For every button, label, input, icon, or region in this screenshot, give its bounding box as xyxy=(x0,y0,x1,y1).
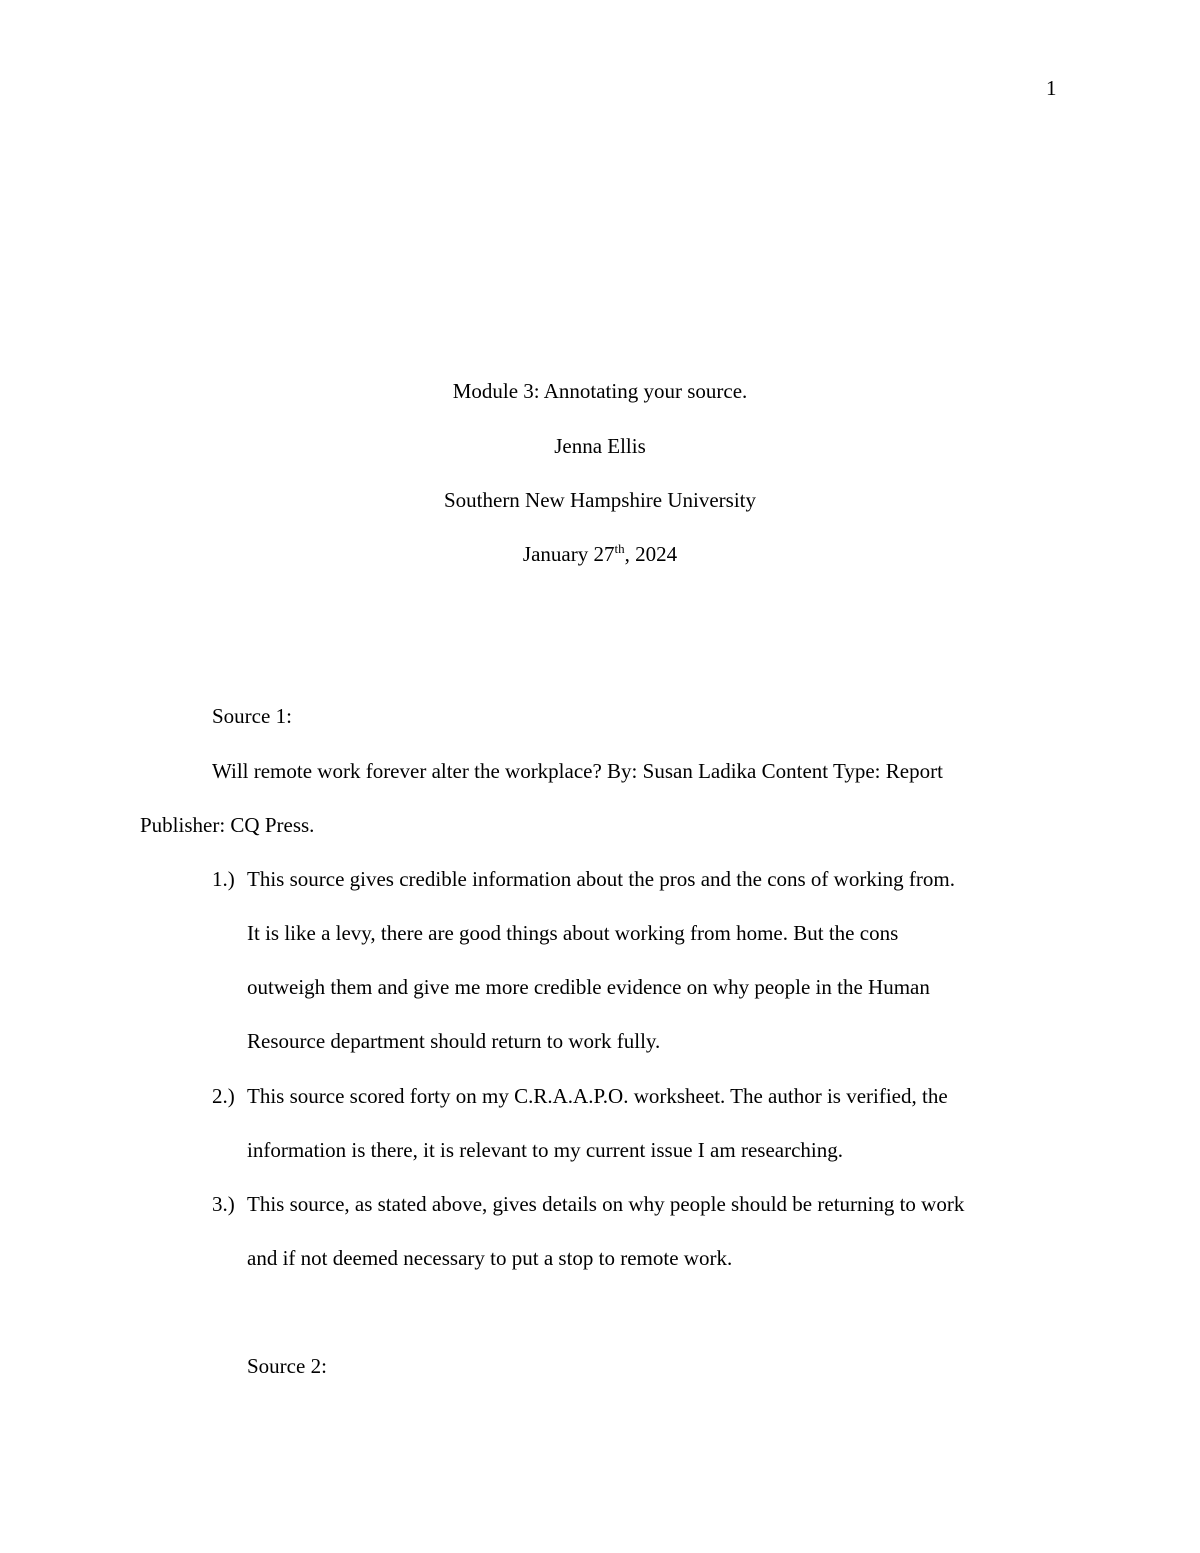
author-name: Jenna Ellis xyxy=(554,434,646,458)
institution-name: Southern New Hampshire University xyxy=(443,488,757,512)
document-title: Module 3: Annotating your source. xyxy=(452,379,748,403)
date-rest: , 2024 xyxy=(624,542,678,566)
list-item-1-line: outweigh them and give me more credible evidence on why people in the Human xyxy=(247,975,930,999)
date-superscript: th xyxy=(614,541,625,556)
list-item-1-line: This source gives credible information about the pros and the cons of working from. xyxy=(247,867,955,891)
list-marker-3: 3.) xyxy=(212,1192,235,1216)
list-marker-1: 1.) xyxy=(212,867,235,891)
source-2-heading: Source 2: xyxy=(247,1354,327,1378)
page-number: 1 xyxy=(1046,76,1057,100)
document-date xyxy=(0,541,1200,566)
list-item-1-line: It is like a levy, there are good things about working from home. But the cons xyxy=(247,921,899,945)
list-item-2-line: information is there, it is relevant to my current issue I am researching. xyxy=(247,1138,843,1162)
source-1-citation-line-2: Publisher: CQ Press. xyxy=(140,813,315,837)
list-item-2-line: This source scored forty on my C.R.A.A.P.O. worksheet. The author is verified, the xyxy=(247,1084,948,1108)
list-item-3-line: This source, as stated above, gives details on why people should be returning to work xyxy=(247,1192,965,1216)
source-1-heading: Source 1: xyxy=(212,704,292,728)
date-main: January 27 xyxy=(522,542,615,566)
list-item-1-line: Resource department should return to work fully. xyxy=(247,1029,661,1053)
list-item-3-line: and if not deemed necessary to put a stop to remote work. xyxy=(247,1246,733,1270)
list-marker-2: 2.) xyxy=(212,1084,235,1108)
source-1-citation-line-1: Will remote work forever alter the workplace? By: Susan Ladika Content Type: Report xyxy=(212,759,943,783)
